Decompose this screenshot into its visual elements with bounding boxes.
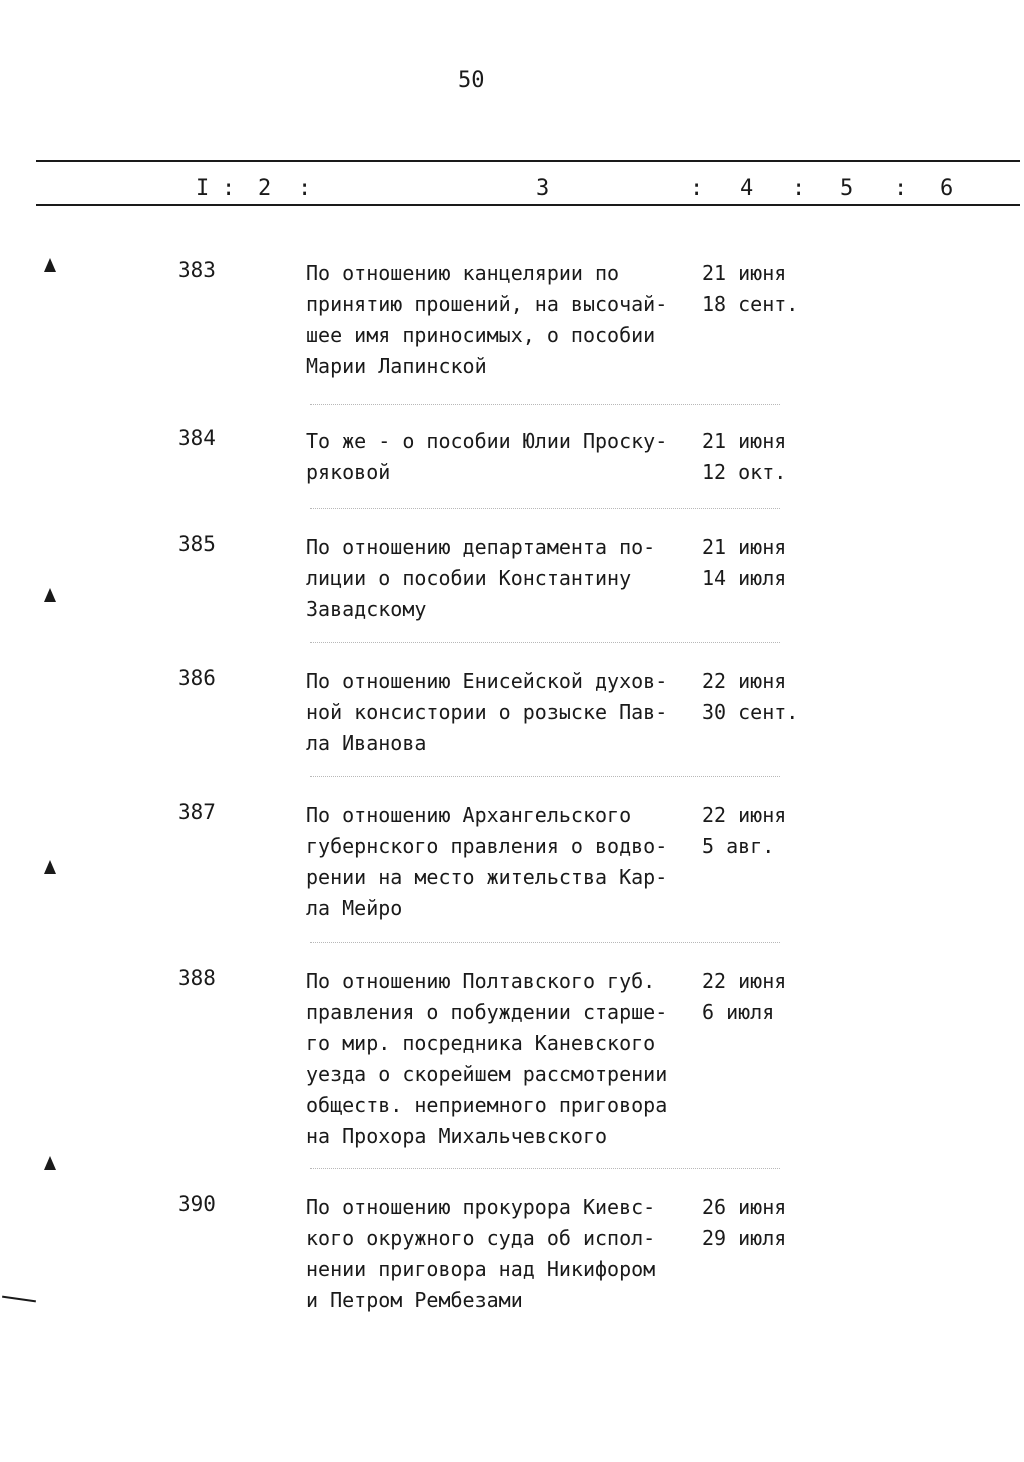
header-col-3: 3 <box>536 176 550 201</box>
binding-hole-mark <box>44 258 56 272</box>
entry-number: 388 <box>178 966 216 990</box>
date-end: 18 сент. <box>702 292 799 316</box>
entry-dates <box>702 966 842 1028</box>
entry-text-line: Марии Лапинской <box>306 354 487 378</box>
entry-dates <box>702 532 842 594</box>
header-col-4: 4 <box>740 176 754 201</box>
entry-number: 386 <box>178 666 216 690</box>
entry-text-line: принятию прошений, на высочай- <box>306 292 668 316</box>
date-start: 22 июня <box>702 803 787 827</box>
table-rule-top <box>36 160 1020 162</box>
date-end: 30 сент. <box>702 700 799 724</box>
entry-text <box>306 1192 696 1316</box>
entry-text-line: нении приговора над Никифором <box>306 1257 656 1281</box>
date-end: 5 авг. <box>702 834 775 858</box>
entry-text-line: ряковой <box>306 460 391 484</box>
date-start: 21 июня <box>702 261 787 285</box>
entry-text <box>306 426 696 488</box>
entry-dates <box>702 666 842 728</box>
entry-text-line: ла Иванова <box>306 731 427 755</box>
entry-text <box>306 258 696 382</box>
header-separator: : <box>298 176 312 201</box>
entry-text-line: По отношению департамента по- <box>306 535 656 559</box>
binding-hole-mark <box>44 860 56 874</box>
date-end: 14 июля <box>702 566 787 590</box>
entry-text-line: кого окружного суда об испол- <box>306 1226 656 1250</box>
header-separator: : <box>222 176 236 201</box>
entry-text-line: уезда о скорейшем рассмотрении <box>306 1062 668 1086</box>
row-separator <box>310 508 780 509</box>
date-start: 22 июня <box>702 969 787 993</box>
entry-text-line: и Петром Рембезами <box>306 1288 523 1312</box>
entry-text-line: шее имя приносимых, о пособии <box>306 323 656 347</box>
entry-number: 383 <box>178 258 216 282</box>
entry-dates <box>702 1192 842 1254</box>
binding-hole-mark <box>44 588 56 602</box>
row-separator <box>310 942 780 943</box>
binding-hole-mark <box>44 1156 56 1170</box>
entry-text <box>306 966 696 1152</box>
entry-text-line: го мир. посредника Каневского <box>306 1031 656 1055</box>
margin-pen-stroke <box>2 1296 36 1303</box>
entry-text-line: лиции о пособии Константину <box>306 566 632 590</box>
date-end: 29 июля <box>702 1226 787 1250</box>
header-col-5: 5 <box>840 176 854 201</box>
entry-number: 384 <box>178 426 216 450</box>
date-start: 26 июня <box>702 1195 787 1219</box>
header-col-2: 2 <box>258 176 272 201</box>
header-separator: : <box>792 176 806 201</box>
entry-text-line: По отношению Енисейской духов- <box>306 669 668 693</box>
table-rule-bottom <box>36 204 1020 206</box>
entry-text-line: По отношению канцелярии по <box>306 261 620 285</box>
date-start: 21 июня <box>702 429 787 453</box>
page-number: 50 <box>458 68 485 93</box>
entry-text-line: Завадскому <box>306 597 427 621</box>
entry-text-line: рении на место жительства Кар- <box>306 865 668 889</box>
row-separator <box>310 404 780 405</box>
entry-text <box>306 532 696 625</box>
date-end: 6 июля <box>702 1000 775 1024</box>
date-start: 22 июня <box>702 669 787 693</box>
entry-text-line: ной консистории о розыске Пав- <box>306 700 668 724</box>
entry-text-line: на Прохора Михальчевского <box>306 1124 608 1148</box>
entry-dates <box>702 258 842 320</box>
entry-text-line: По отношению Архангельского <box>306 803 632 827</box>
header-col-6: 6 <box>940 176 954 201</box>
date-start: 21 июня <box>702 535 787 559</box>
entry-text-line: правления о побуждении старше- <box>306 1000 668 1024</box>
entry-text-line: обществ. неприемного приговора <box>306 1093 668 1117</box>
entry-text <box>306 666 696 759</box>
entry-number: 385 <box>178 532 216 556</box>
entry-text <box>306 800 696 924</box>
header-separator: : <box>690 176 704 201</box>
row-separator <box>310 642 780 643</box>
row-separator <box>310 1168 780 1169</box>
entry-dates <box>702 800 842 862</box>
entry-number: 387 <box>178 800 216 824</box>
entry-text-line: губернского правления о водво- <box>306 834 668 858</box>
header-separator: : <box>894 176 908 201</box>
entry-dates <box>702 426 842 488</box>
entry-text-line: То же - о пособии Юлии Проску- <box>306 429 668 453</box>
date-end: 12 окт. <box>702 460 787 484</box>
entry-text-line: По отношению прокурора Киевс- <box>306 1195 656 1219</box>
entry-text-line: По отношению Полтавского губ. <box>306 969 656 993</box>
header-col-1: I <box>196 176 210 201</box>
entry-number: 390 <box>178 1192 216 1216</box>
entry-text-line: ла Мейро <box>306 896 403 920</box>
row-separator <box>310 776 780 777</box>
